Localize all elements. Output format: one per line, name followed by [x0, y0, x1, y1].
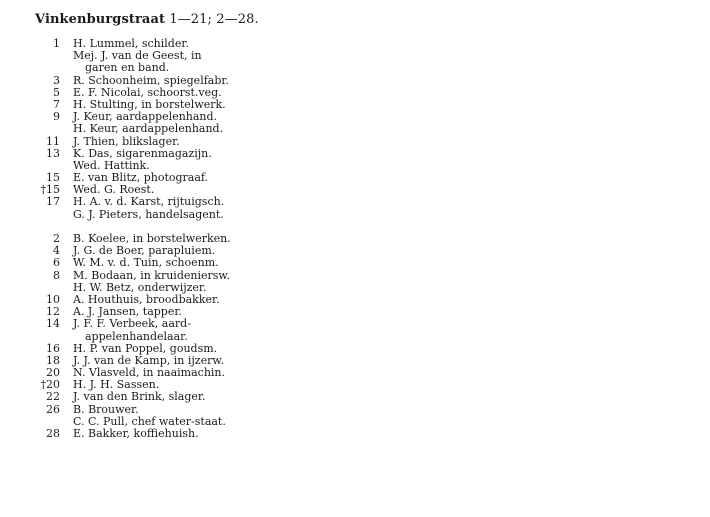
resident-text: N. Vlasveld, in naaimachin.: [73, 366, 226, 380]
street-name: Vinkenburgstraat: [35, 12, 166, 27]
resident-text: A. Houthuis, broodbakker.: [73, 292, 220, 306]
resident-text: G. J. Pieters, handelsagent.: [73, 207, 224, 221]
resident-text: E. van Blitz, photograaf.: [73, 171, 209, 185]
resident-text: J. Keur, aardappelenhand.: [73, 110, 218, 124]
resident-text: B. Brouwer.: [73, 402, 139, 416]
list-item: [30, 62, 230, 74]
resident-text: H. Lummel, schilder.: [73, 37, 189, 50]
list-item: [30, 196, 230, 208]
resident-text: J. G. de Boer, parapluiem.: [73, 244, 216, 258]
house-number: 6: [53, 256, 60, 270]
house-number: 20: [46, 366, 60, 380]
house-number: 4: [53, 244, 60, 258]
house-number: 1: [53, 37, 60, 50]
resident-text: H. Stulting, in borstelwerk.: [73, 97, 226, 111]
resident-text: A. J. Jansen, tapper.: [73, 305, 182, 319]
resident-text: H. J. H. Sassen.: [73, 378, 160, 392]
resident-text: J. J. van de Kamp, in ijzerw.: [73, 353, 224, 367]
resident-text: E. Bakker, koffiehuish.: [73, 427, 199, 440]
house-number: 11: [46, 134, 60, 148]
house-number: 8: [53, 268, 60, 282]
resident-text: W. M. v. d. Tuin, schoenm.: [73, 256, 219, 270]
house-number: 5: [53, 85, 60, 99]
list-item: [30, 123, 230, 135]
house-number: 14: [46, 317, 60, 331]
list-item: [30, 318, 230, 330]
house-number: 10: [46, 292, 60, 306]
house-number: 13: [46, 146, 60, 160]
house-number: 28: [46, 427, 60, 440]
resident-text: garen en band.: [85, 61, 170, 75]
house-number: †15: [40, 183, 60, 197]
house-number: 18: [46, 353, 60, 367]
house-number: 7: [53, 97, 60, 111]
list-item: [30, 391, 230, 403]
list-item: [30, 428, 230, 440]
resident-text: Mej. J. van de Geest, in: [73, 49, 202, 63]
house-number: 17: [46, 195, 60, 209]
list-item: [30, 404, 230, 416]
house-number: 2: [53, 232, 60, 245]
list-item: [30, 209, 230, 221]
resident-text: R. Schoonheim, spiegelfabr.: [73, 73, 229, 87]
resident-text: H. W. Betz, onderwijzer.: [73, 280, 207, 294]
resident-text: C. C. Pull, chef water-staat.: [73, 414, 226, 428]
resident-list: [30, 38, 230, 440]
list-item: [30, 136, 230, 148]
resident-text: B. Koelee, in borstelwerken.: [73, 232, 231, 245]
resident-text: J. F. F. Verbeek, aard-: [73, 317, 191, 331]
house-number-ranges: 1—21; 2—28.: [169, 12, 259, 27]
list-item: [30, 257, 230, 269]
resident-text: J. Thien, blikslager.: [73, 134, 180, 148]
list-item: [30, 270, 230, 282]
resident-text: J. van den Brink, slager.: [73, 390, 206, 404]
resident-text: K. Das, sigarenmagazijn.: [73, 146, 212, 160]
resident-text: M. Bodaan, in kruideniersw.: [73, 268, 230, 282]
resident-text: H. Keur, aardappelenhand.: [73, 122, 224, 136]
list-item: [30, 75, 230, 87]
house-number: 3: [53, 73, 60, 87]
resident-text: Wed. Hattink.: [73, 158, 150, 172]
list-item: [30, 331, 230, 343]
resident-text: appelenhandelaar.: [85, 329, 188, 343]
house-number: †20: [40, 378, 60, 392]
house-number: 12: [46, 305, 60, 319]
resident-text: H. P. van Poppel, goudsm.: [73, 341, 218, 355]
house-number: 15: [46, 171, 60, 185]
house-number: 22: [46, 390, 60, 404]
resident-text: E. F. Nicolai, schoorst.veg.: [73, 85, 222, 99]
house-number: 16: [46, 341, 60, 355]
resident-text: H. A. v. d. Karst, rijtuigsch.: [73, 195, 225, 209]
house-number: 26: [46, 402, 60, 416]
street-heading: [35, 12, 259, 27]
resident-text: Wed. G. Roest.: [73, 183, 155, 197]
house-number: 9: [53, 110, 60, 124]
